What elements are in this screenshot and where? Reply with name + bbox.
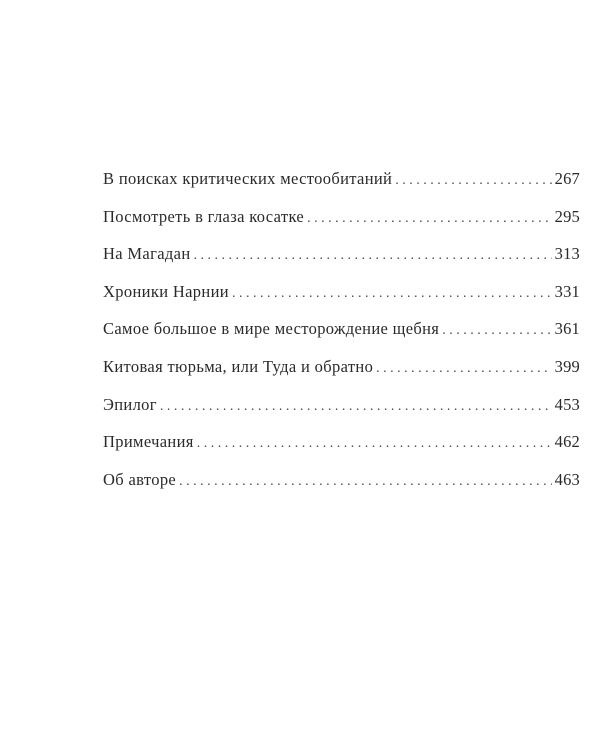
toc-entry	[103, 282, 580, 320]
toc-entry	[103, 395, 580, 433]
toc-entry	[103, 169, 580, 207]
toc-entry-page: 267	[554, 169, 580, 188]
toc-dot-leader	[179, 474, 552, 490]
toc-entry-page: 295	[554, 206, 580, 226]
toc-entry-title: Посмотреть в глаза косатке	[103, 206, 305, 226]
toc-entry-title: Примечания	[103, 432, 194, 452]
toc-dot-leader	[395, 173, 551, 189]
toc-entry-page: 313	[554, 244, 580, 264]
toc-dot-leader	[376, 361, 551, 377]
table-of-contents	[103, 169, 580, 507]
toc-entry-page: 463	[554, 469, 580, 489]
toc-entry-page: 453	[554, 394, 580, 414]
toc-entry-title: В поисках критических местообитаний	[103, 169, 393, 188]
toc-entry-title: На Магадан	[103, 244, 191, 264]
toc-entry-page: 462	[554, 432, 580, 452]
toc-entry-title: Самое большое в мире месторождение щебня	[103, 319, 440, 339]
toc-dot-leader	[442, 323, 551, 339]
toc-dot-leader	[232, 286, 552, 302]
toc-entry-title: Китовая тюрьма, или Туда и обратно	[103, 356, 374, 376]
toc-entry	[103, 432, 580, 470]
toc-entry-page: 361	[554, 319, 580, 339]
toc-dot-leader	[197, 436, 552, 452]
toc-entry	[103, 470, 580, 508]
toc-entry-page: 331	[554, 281, 580, 301]
toc-dot-leader	[307, 211, 552, 227]
toc-entry-page: 399	[554, 356, 580, 376]
toc-entry	[103, 319, 580, 357]
toc-entry-title: Об авторе	[103, 469, 177, 489]
toc-dot-leader	[160, 399, 552, 415]
toc-entry-title: Эпилог	[103, 394, 157, 414]
toc-entry	[103, 357, 580, 395]
toc-entry	[103, 207, 580, 245]
toc-entry	[103, 244, 580, 282]
toc-entry-title: Хроники Нарнии	[103, 281, 229, 301]
toc-dot-leader	[194, 248, 552, 264]
